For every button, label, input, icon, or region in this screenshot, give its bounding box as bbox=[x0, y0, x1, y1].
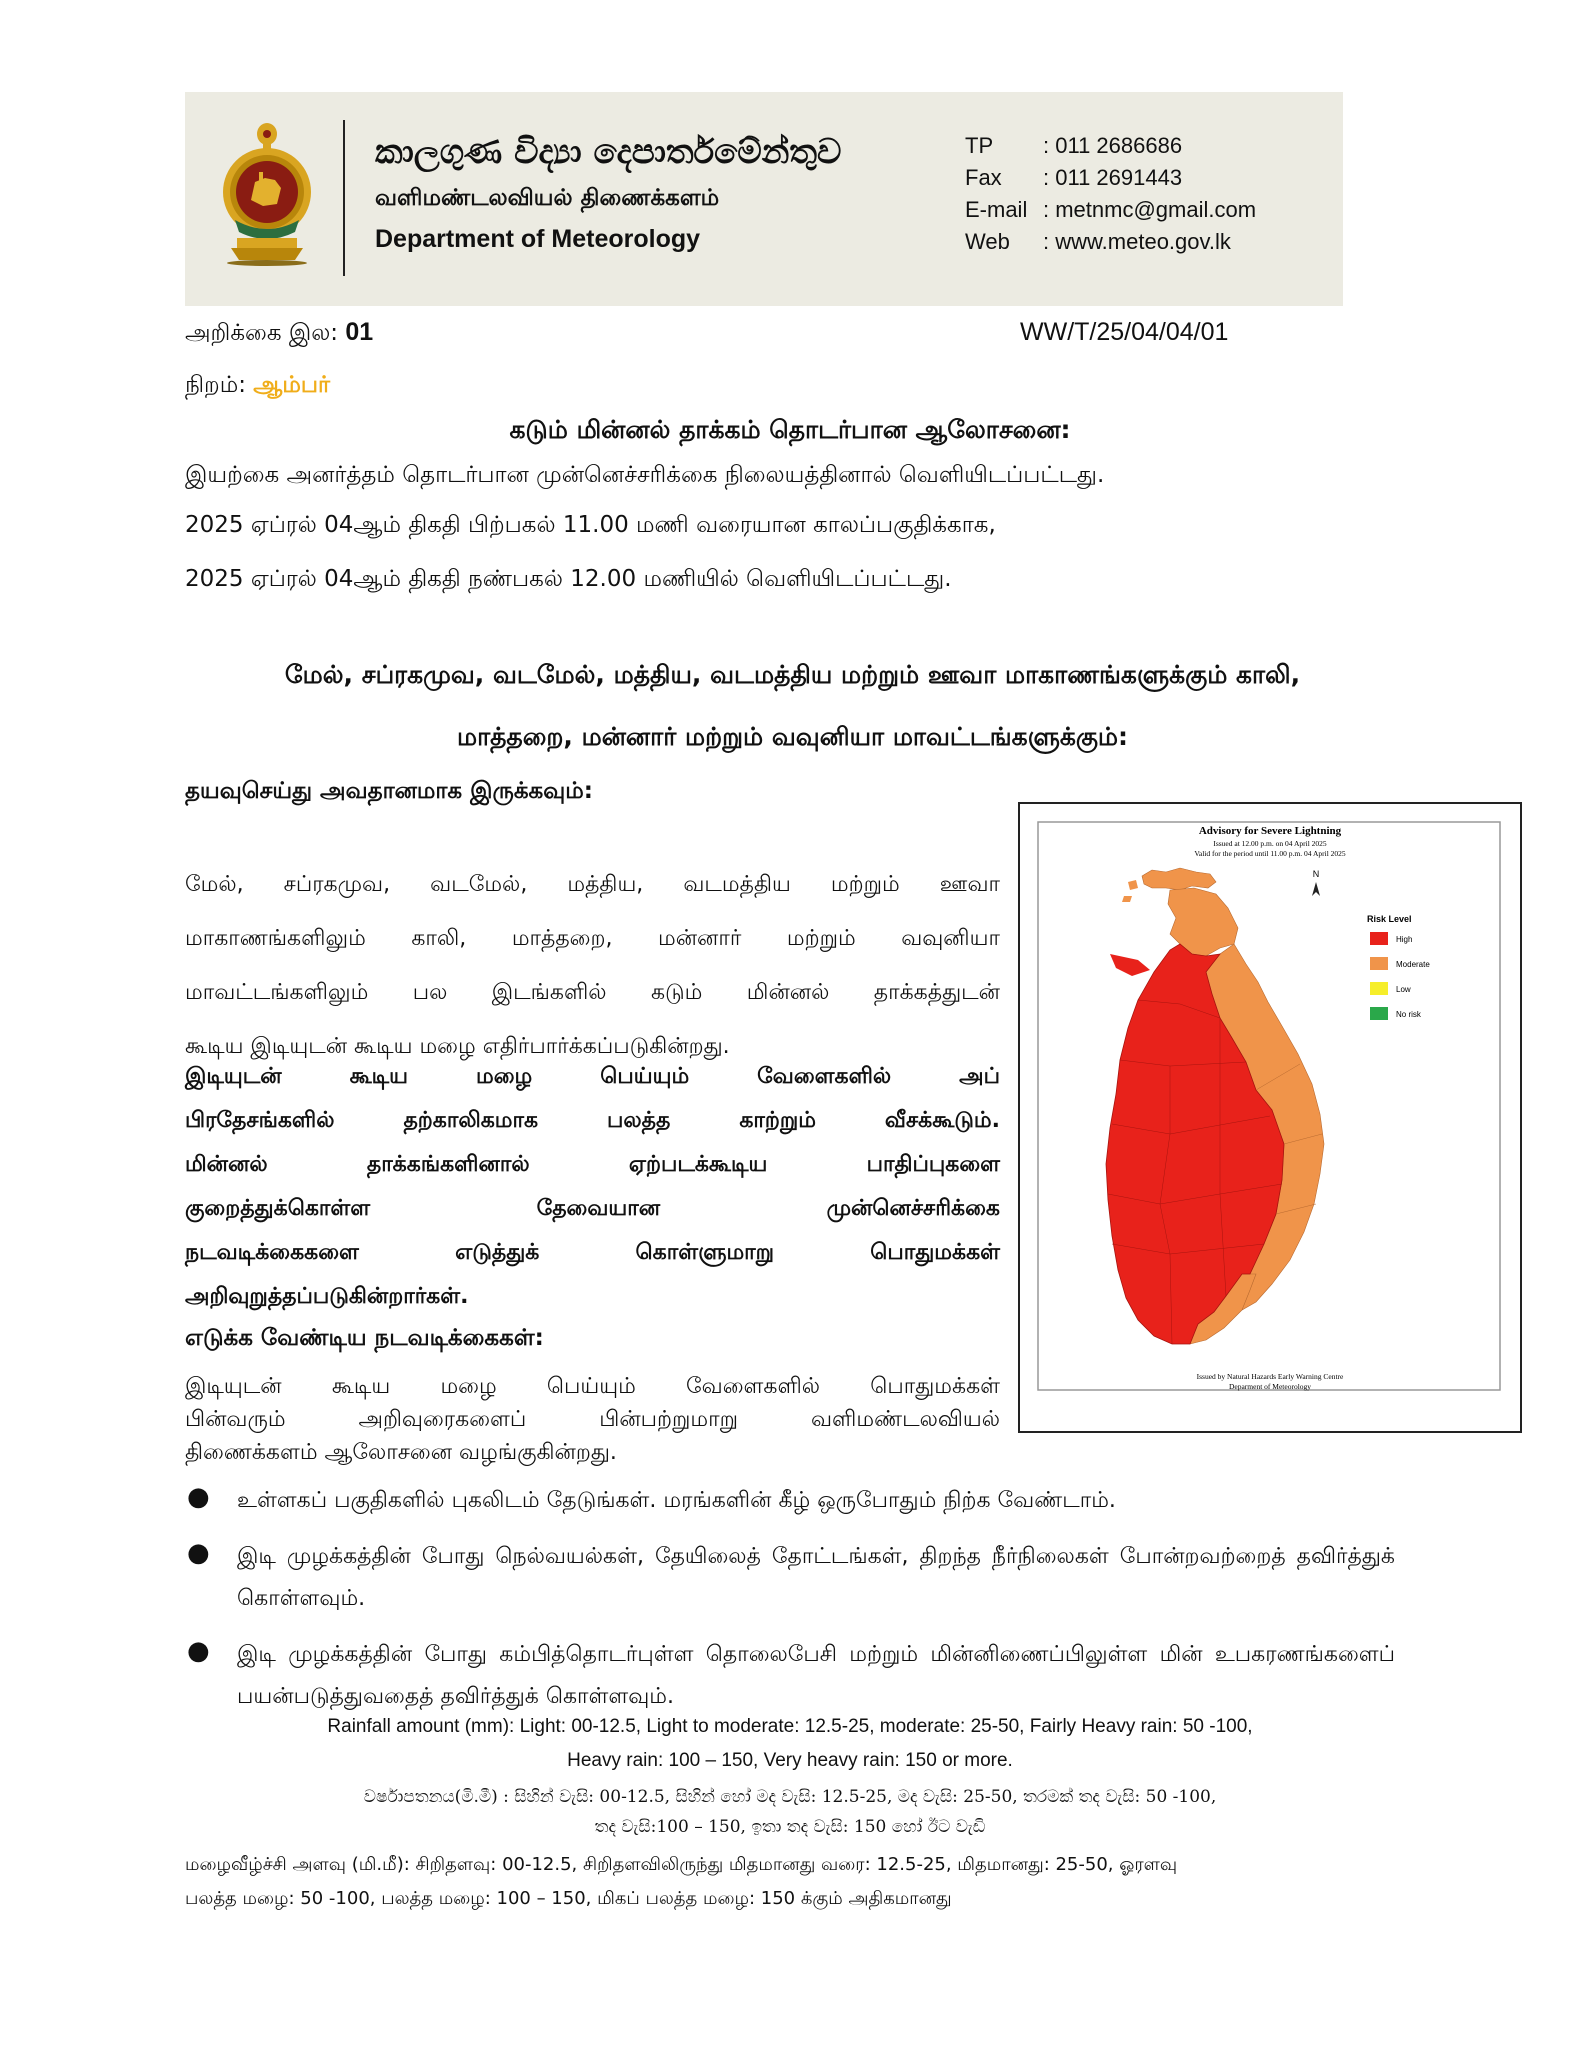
forecast-paragraph: மேல், சப்ரகமுவ, வடமேல், மத்திய, வடமத்திய மற்றும் ஊவா மாகாணங்களிலும் காலி, மாத்தறை, மன்னார் மற்றும் வவுனியா மாவட்டங்களிலும் பல இடங்களில் கடும் மின்னல் தாக்கத்துடன் கூடிய இடியுடன் கூடிய மழை எதிர்பார்க்கப்படுகின்றது. bbox=[185, 872, 1000, 1059]
contact-web[interactable]: Web : www.meteo.gov.lk bbox=[965, 229, 1231, 254]
contact-block bbox=[965, 130, 1256, 258]
color-level: நிறம்: ஆம்பர் bbox=[185, 372, 331, 398]
lightning-risk-map bbox=[1018, 802, 1522, 1433]
map-title: Advisory for Severe Lightning bbox=[1198, 825, 1342, 837]
issuer-line: இயற்கை அனர்த்தம் தொடர்பான முன்னெச்சரிக்கை நிலையத்தினால் வெளியிடப்பட்டது. bbox=[185, 462, 1105, 488]
letterhead-divider bbox=[343, 120, 345, 276]
legend-item-no-risk bbox=[1370, 1007, 1422, 1020]
advisory-title: கடும் மின்னல் தாக்கம் தொடர்பான ஆலோசனை: bbox=[509, 415, 1071, 444]
list-item: ● இடி முழக்கத்தின் போது கம்பித்தொடர்புள்ள தொலைபேசி மற்றும் மின்னிணைப்பிலுள்ள மின் உபகரணங்களைப் பயன்படுத்துவதைத் தவிர்த்துக் கொள்ளவும். bbox=[185, 1634, 1395, 1718]
department-name-english: Department of Meteorology bbox=[375, 225, 701, 253]
svg-text:N: N bbox=[1312, 869, 1320, 879]
list-item: ● இடி முழக்கத்தின் போது நெல்வயல்கள், தேயிலைத் தோட்டங்கள், திறந்த நீர்நிலைகள் போன்றவற்றைத் தவிர்த்துக் கொள்ளவும். bbox=[185, 1536, 1395, 1620]
bullet-icon: ● bbox=[187, 1482, 210, 1512]
legend-item-high bbox=[1370, 932, 1412, 945]
actions-intro: இடியுடன் கூடிய மழை பெய்யும் வேளைகளில் பொதுமக்கள் பின்வரும் அறிவுரைகளைப் பின்பற்றுமாறு வளிமண்டலவியல் திணைக்களம் ஆலோசனை வழங்குகின்றது. bbox=[185, 1374, 1000, 1465]
map-region-mannar bbox=[1110, 954, 1150, 976]
contact-email[interactable]: E-mail : metnmc@gmail.com bbox=[965, 197, 1257, 222]
map-region-islands bbox=[1122, 880, 1138, 902]
letterhead bbox=[185, 92, 1343, 306]
rainfall-legend-english: Rainfall amount (mm): Light: 00-12.5, Light to moderate: 12.5-25, moderate: 25-50, Fairly Heavy rain: 50 -100, Heavy rain: 100 – 150, Very heavy rain: 150 or more. bbox=[327, 1716, 1253, 1771]
contact-phone: TP : 011 2686686 bbox=[965, 133, 1183, 158]
color-level-value: ஆம்பர் bbox=[253, 372, 331, 398]
action-bullets bbox=[185, 1480, 1395, 1732]
attention-heading: தயவுசெய்து அவதானமாக இருக்கவும்: bbox=[185, 778, 593, 804]
rainfall-legend-sinhala: වර්ෂාපතනය(මි.මී) : සිහින් වැසි: 00-12.5, සිහින් හෝ මද වැසි: 12.5-25, මද වැසි: 25-50, තරමක් තද වැසි: 50 -100, තද වැසි:100 – 150, ඉතා තද වැසි: 150 හෝ ඊට වැඩි bbox=[363, 1787, 1217, 1837]
map-region-jaffna bbox=[1142, 868, 1216, 890]
map-issuer-line-1: Issued by Natural Hazards Early Warning Centre bbox=[1196, 1372, 1344, 1381]
issued-line: 2025 ஏப்ரல் 04ஆம் திகதி நண்பகல் 12.00 மணியில் வெளியிடப்பட்டது. bbox=[185, 566, 952, 592]
svg-text:No risk: No risk bbox=[1396, 1010, 1421, 1019]
map-issued: Issued at 12.00 p.m. on 04 April 2025 bbox=[1213, 839, 1327, 848]
affected-areas-line-1: மேல், சப்ரகமுவ, வடமேல், மத்திய, வடமத்திய மற்றும் ஊவா மாகாணங்களுக்கும் காலி, bbox=[284, 660, 1301, 689]
map-issuer-line-2: Deparment of Meteorology bbox=[1228, 1382, 1312, 1391]
rainfall-legend-tamil: மழைவீழ்ச்சி அளவு (மி.மீ): சிறிதளவு: 00-12.5, சிறிதளவிலிருந்து மிதமானது வரை: 12.5-25, மிதமானது: 25-50, ஓரளவு பலத்த மழை: 50 -100, பலத்த மழை: 100 – 150, மிகப் பலத்த மழை: 150 க்கும் அதிகமானது bbox=[185, 1854, 1178, 1909]
reference-code: WW/T/25/04/04/01 bbox=[1020, 318, 1229, 346]
map-valid: Valid for the period until 11.00 p.m. 04 April 2025 bbox=[1194, 849, 1346, 858]
legend-item-moderate bbox=[1370, 957, 1430, 970]
validity-line: 2025 ஏப்ரல் 04ஆம் திகதி பிற்பகல் 11.00 மணி வரையான காலப்பகுதிக்காக, bbox=[185, 512, 996, 538]
list-item: ● உள்ளகப் பகுதிகளில் புகலிடம் தேடுங்கள். மரங்களின் கீழ் ஒருபோதும் நிற்க வேண்டாம். bbox=[185, 1480, 1395, 1522]
svg-text:Low: Low bbox=[1396, 985, 1411, 994]
svg-text:High: High bbox=[1396, 935, 1413, 944]
department-name-sinhala: කාලගුණ විද්‍යා දෙපාර්තමේන්තුව bbox=[375, 132, 842, 172]
affected-areas-line-2: மாத்தறை, மன்னார் மற்றும் வவுனியா மாவட்டங்களுக்கும்: bbox=[456, 722, 1129, 751]
north-arrow-icon bbox=[1312, 869, 1320, 896]
warning-paragraph: இடியுடன் கூடிய மழை பெய்யும் வேளைகளில் அப் பிரதேசங்களில் தற்காலிகமாக பலத்த காற்றும் வீசக்கூடும். மின்னல் தாக்கங்களினால் ஏற்படக்கூடிய பாதிப்புகளை குறைத்துக்கொள்ள தேவையான முன்னெச்சரிக்கை நடவடிக்கைகளை எடுத்துக் கொள்ளுமாறு பொதுமக்கள் அறிவுறுத்தப்படுகின்றார்கள். bbox=[185, 1064, 1000, 1309]
notice-number: அறிக்கை இல: 01 bbox=[185, 318, 374, 346]
department-name-tamil: வளிமண்டலவியல் திணைக்களம் bbox=[375, 185, 720, 211]
map-legend bbox=[1367, 914, 1430, 1020]
svg-text:Moderate: Moderate bbox=[1396, 960, 1430, 969]
bullet-icon: ● bbox=[187, 1636, 210, 1666]
contact-fax: Fax : 011 2691443 bbox=[965, 165, 1183, 190]
legend-item-low bbox=[1370, 982, 1411, 995]
legend-title: Risk Level bbox=[1367, 914, 1412, 924]
sri-lanka-emblem-icon bbox=[215, 120, 319, 266]
actions-heading: எடுக்க வேண்டிய நடவடிக்கைகள்: bbox=[185, 1325, 544, 1351]
bullet-icon: ● bbox=[187, 1538, 210, 1568]
